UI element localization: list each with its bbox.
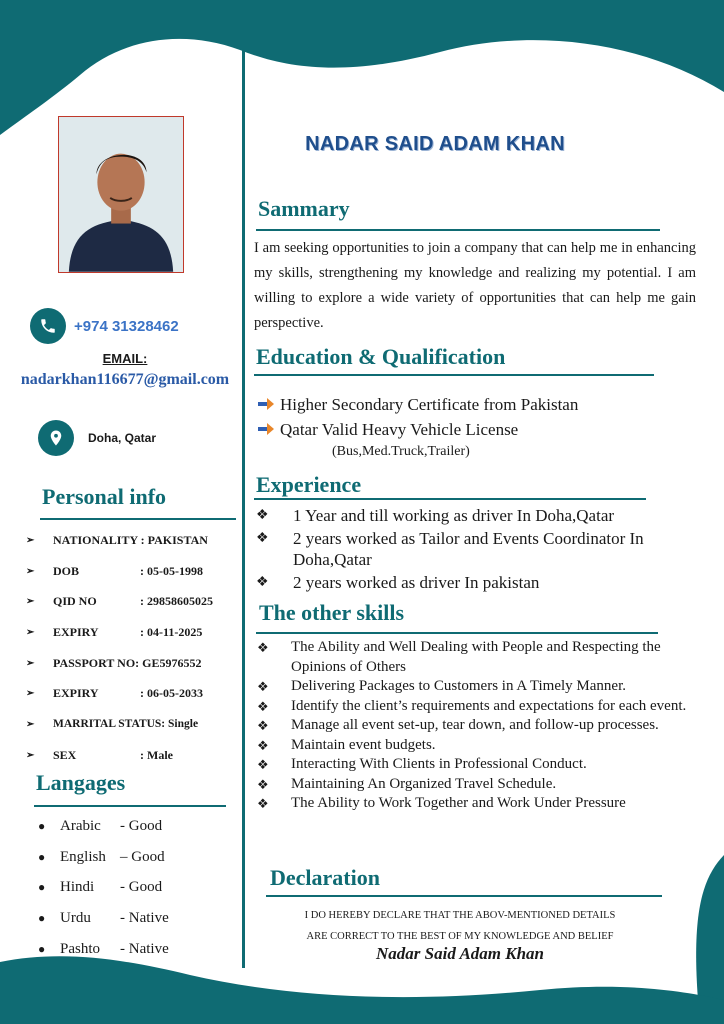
phone-number[interactable]: +974 31328462 xyxy=(74,317,179,335)
list-item: ● Arabic - Good xyxy=(34,811,234,842)
list-item: Higher Secondary Certificate from Pakistan xyxy=(258,392,678,417)
list-item: ● Urdu - Native xyxy=(34,903,234,934)
list-item: ❖ Delivering Packages to Customers in A Timely Manner. xyxy=(257,677,697,697)
declaration-text: I DO HEREBY DECLARE THAT THE ABOV-MENTIONED DETAILS ARE CORRECT TO THE BEST OF MY KNOWLEDGE AND BELIEF xyxy=(304,910,616,942)
list-item: ❖ Maintain event budgets. xyxy=(257,736,697,756)
list-item: Qatar Valid Heavy Vehicle License xyxy=(258,417,678,442)
list-item: ❖ Maintaining An Organized Travel Schedule. xyxy=(257,775,697,795)
personal-info-list xyxy=(26,525,241,771)
list-item: ● Pashto - Native xyxy=(34,934,234,965)
arrow-bullet-icon: ➢ xyxy=(26,718,35,730)
list-item: ➢ NATIONALITY : PAKISTAN xyxy=(26,532,208,547)
declaration-heading: Declaration xyxy=(270,865,380,890)
list-item: ❖ 1 Year and till working as driver In Doha,Qatar xyxy=(256,506,615,525)
diamond-bullet-icon: ❖ xyxy=(257,757,269,772)
vertical-divider xyxy=(242,38,245,968)
list-item: ❖ The Ability to Work Together and Work Under Pressure xyxy=(257,794,697,814)
diamond-bullet-icon: ❖ xyxy=(257,718,269,733)
diamond-bullet-icon: ❖ xyxy=(257,640,269,655)
signature: Nadar Said Adam Khan xyxy=(376,944,544,963)
list-item: ❖ Manage all event set-up, tear down, and follow-up processes. xyxy=(257,716,697,736)
skills-list xyxy=(257,638,697,814)
dot-bullet-icon: ● xyxy=(38,818,46,833)
list-item: ❖ 2 years worked as driver In pakistan xyxy=(256,572,540,592)
email-address[interactable]: nadarkhan116677@gmail.com xyxy=(20,371,230,388)
list-item: ➢ QID NO : 29858605025 xyxy=(26,594,213,609)
education-rule xyxy=(254,374,654,376)
diamond-bullet-icon: ❖ xyxy=(257,776,269,792)
summary-text: I am seeking opportunities to join a company that can help me in enhancing my skills, strengthening my knowledge and realizing my potential. I am willing to explore a wide variety of opportunities that can help me gain perspective. xyxy=(254,240,696,331)
diamond-bullet-icon: ❖ xyxy=(257,698,269,714)
arrow-bullet-icon: ➢ xyxy=(26,626,35,638)
diamond-bullet-icon: ❖ xyxy=(256,508,269,523)
diamond-bullet-icon: ❖ xyxy=(257,737,269,753)
phone-row xyxy=(30,308,179,344)
phone-icon xyxy=(30,308,66,344)
list-item: ❖ The Ability and Well Dealing with People and Respecting the Opinions of Others xyxy=(257,638,697,677)
arrow-bullet-icon: ➢ xyxy=(26,749,35,761)
list-item: ➢ DOB : 05-05-1998 xyxy=(26,563,203,578)
list-item: ➢ SEX : Male xyxy=(26,747,173,762)
arrow-bullet-icon: ➢ xyxy=(26,534,35,546)
arrow-bullet-icon: ➢ xyxy=(26,657,35,669)
experience-rule xyxy=(254,498,646,500)
list-item: ❖ Interacting With Clients in Professional Conduct. xyxy=(257,755,697,775)
arrow-bullet-icon: ➢ xyxy=(26,596,35,608)
languages-rule xyxy=(34,805,226,807)
location-pin-icon xyxy=(38,420,74,456)
experience-heading: Experience xyxy=(256,472,362,497)
languages-heading: Langages xyxy=(36,770,126,795)
arrow-bullet-icon xyxy=(258,395,280,415)
education-list xyxy=(258,392,678,442)
dot-bullet-icon: ● xyxy=(38,942,46,957)
languages-list xyxy=(34,811,234,965)
diamond-bullet-icon: ❖ xyxy=(256,574,269,590)
list-item: ● Hindi - Good xyxy=(34,873,234,904)
dot-bullet-icon: ● xyxy=(38,849,46,864)
skills-heading: The other skills xyxy=(259,600,405,625)
email-label: EMAIL: xyxy=(102,351,148,366)
license-types: (Bus,Med.Truck,Trailer) xyxy=(332,444,470,459)
arrow-bullet-icon: ➢ xyxy=(26,565,35,577)
location-text: Doha, Qatar xyxy=(88,431,157,445)
list-item: ➢ PASSPORT NO: GE5976552 xyxy=(26,655,202,670)
candidate-name: NADAR SAID ADAM KHAN xyxy=(305,133,565,155)
list-item: ❖ Identify the client’s requirements and expectations for each event. xyxy=(257,697,697,717)
declaration-rule xyxy=(266,895,662,897)
experience-list xyxy=(256,505,696,594)
dot-bullet-icon: ● xyxy=(38,880,46,895)
arrow-bullet-icon: ➢ xyxy=(26,688,35,700)
list-item: ● English – Good xyxy=(34,842,234,873)
dot-bullet-icon: ● xyxy=(38,911,46,926)
summary-rule xyxy=(256,229,660,231)
arrow-bullet-icon xyxy=(258,420,280,440)
diamond-bullet-icon: ❖ xyxy=(256,530,269,546)
top-wave xyxy=(0,0,724,135)
list-item: ➢ EXPIRY : 04-11-2025 xyxy=(26,624,203,639)
profile-photo xyxy=(58,116,184,273)
list-item: ❖ 2 years worked as Tailor and Events Coordinator In Doha,Qatar xyxy=(256,528,644,569)
location-row xyxy=(38,420,156,456)
skills-rule xyxy=(256,632,658,634)
list-item: ➢ MARRITAL STATUS: Single xyxy=(26,718,199,731)
personal-info-rule xyxy=(40,518,236,520)
personal-info-heading: Personal info xyxy=(42,484,167,509)
summary-heading: Sammary xyxy=(258,196,350,221)
list-item: ➢ EXPIRY : 06-05-2033 xyxy=(26,686,203,701)
diamond-bullet-icon: ❖ xyxy=(257,796,269,811)
diamond-bullet-icon: ❖ xyxy=(257,679,269,694)
bottom-wave xyxy=(0,956,724,1024)
education-heading: Education & Qualification xyxy=(256,344,506,369)
